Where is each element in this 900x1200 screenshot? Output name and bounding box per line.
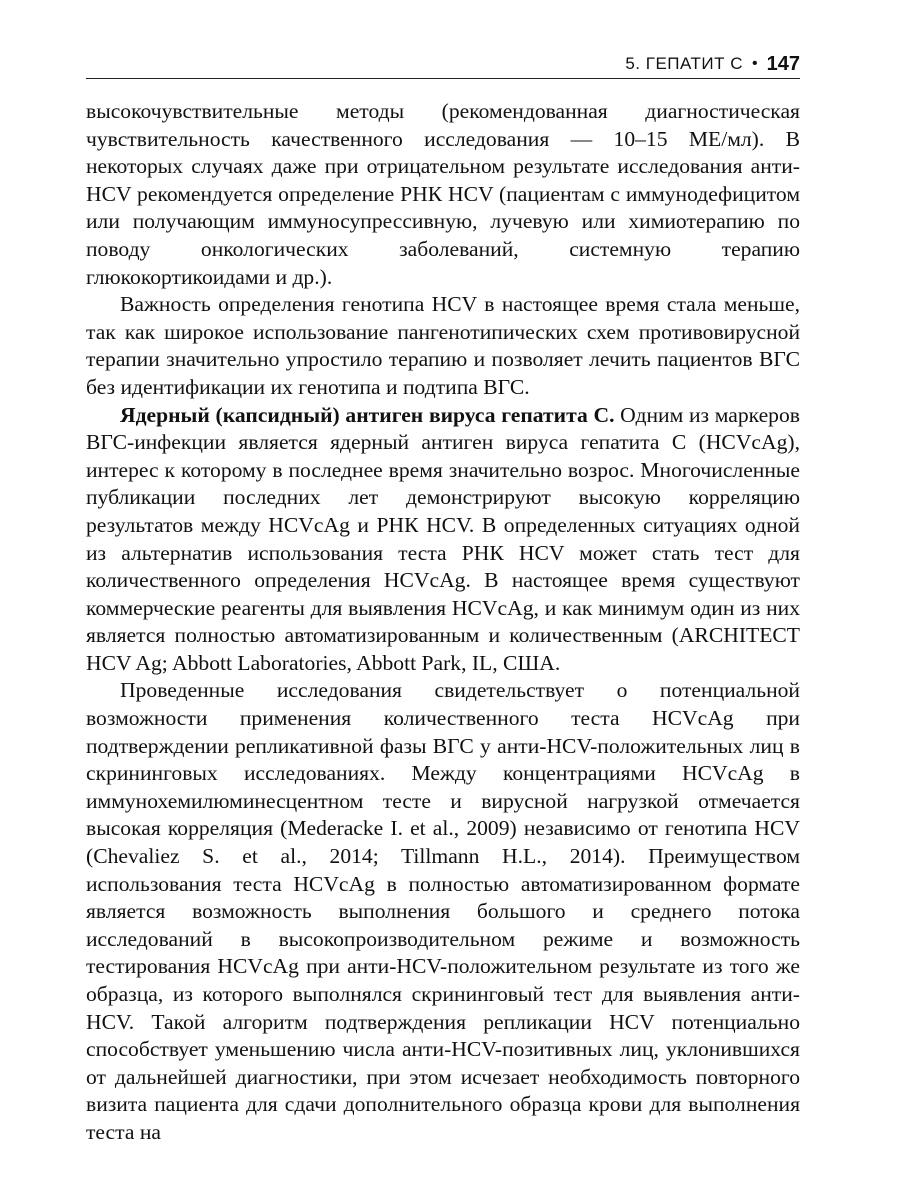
chapter-title: 5. ГЕПАТИТ С [625, 54, 744, 73]
paragraph-text: Одним из маркеров ВГС-инфекции является ядерный антиген вируса гепатита С (HCVcAg), интерес к которому в последнее время значительно возрос. Многочисленные публикации последних лет демонстрируют высокую корреляцию результатов между HCVcAg и РНК HCV. В определенных ситуациях одной из альтернатив использования теста РНК HCV может стать тест для количественного определения HCVcAg. В настоящее время существуют коммерческие реагенты для выявления HCVcAg, и как минимум один из них является полностью автоматизированным и количественным (ARCHITECT HCV Ag; Abbott Laboratories, Abbott Park, IL, США. [86, 402, 800, 675]
running-header [86, 50, 800, 79]
paragraph-continuation [86, 98, 800, 291]
paragraph-text: высокочувствительные методы (рекомендованная диагностическая чувствительность качественного исследования — 10–15 МЕ/мл). В некоторых случаях даже при отрицательном результате исследования анти-HCV рекомендуется определение РНК HCV (пациентам с иммунодефицитом или получающим иммуносупрессивную, лучевую или химиотерапию по поводу онкологических заболеваний, системную терапию глюкокортикоидами и др.). [86, 99, 800, 289]
paragraph-text: Важность определения генотипа HCV в настоящее время стала меньше, так как широкое использование пангенотипических схем противовирусной терапии значительно упростило терапию и позволяет лечить пациентов ВГС без идентификации их генотипа и подтипа ВГС. [86, 292, 800, 399]
paragraph-studies [86, 677, 800, 1146]
body-text [86, 98, 800, 1147]
header-bullet: • [752, 55, 758, 72]
paragraph-text: Проведенные исследования свидетельствует о потенциальной возможности применения количественного теста HCVcAg при подтверждении репликативной фазы ВГС у анти-HCV-положительных лиц в скрининговых исследованиях. Между концентрациями HCVcAg в иммунохемилюминесцентном тесте и вирусной нагрузкой отмечается высокая корреляция (Mederacke I. et al., 2009) независимо от генотипа HCV (Chevaliez S. et al., 2014; Tillmann H.L., 2014). Преимуществом использования теста HCVcAg в полностью автоматизированном формате является возможность выполнения большого и среднего потока исследований в высокопроизводительном режиме и возможность тестирования HCVcAg при анти-HCV-положительном результате из того же образца, из которого выполнялся скрининговый тест для выявления анти-HCV. Такой алгоритм подтверждения репликации HCV потенциально способствует уменьшению числа анти-HCV-позитивных лиц, уклонившихся от дальнейшей диагностики, при этом исчезает необходимость повторного визита пациента для сдачи дополнительного образца крови для выполнения теста на [86, 678, 800, 1144]
paragraph-core-antigen [86, 402, 800, 678]
paragraph-lead-heading: Ядерный (капсидный) антиген вируса гепатита С. [120, 402, 615, 427]
page-number: 147 [766, 52, 800, 75]
paragraph-genotype [86, 291, 800, 401]
